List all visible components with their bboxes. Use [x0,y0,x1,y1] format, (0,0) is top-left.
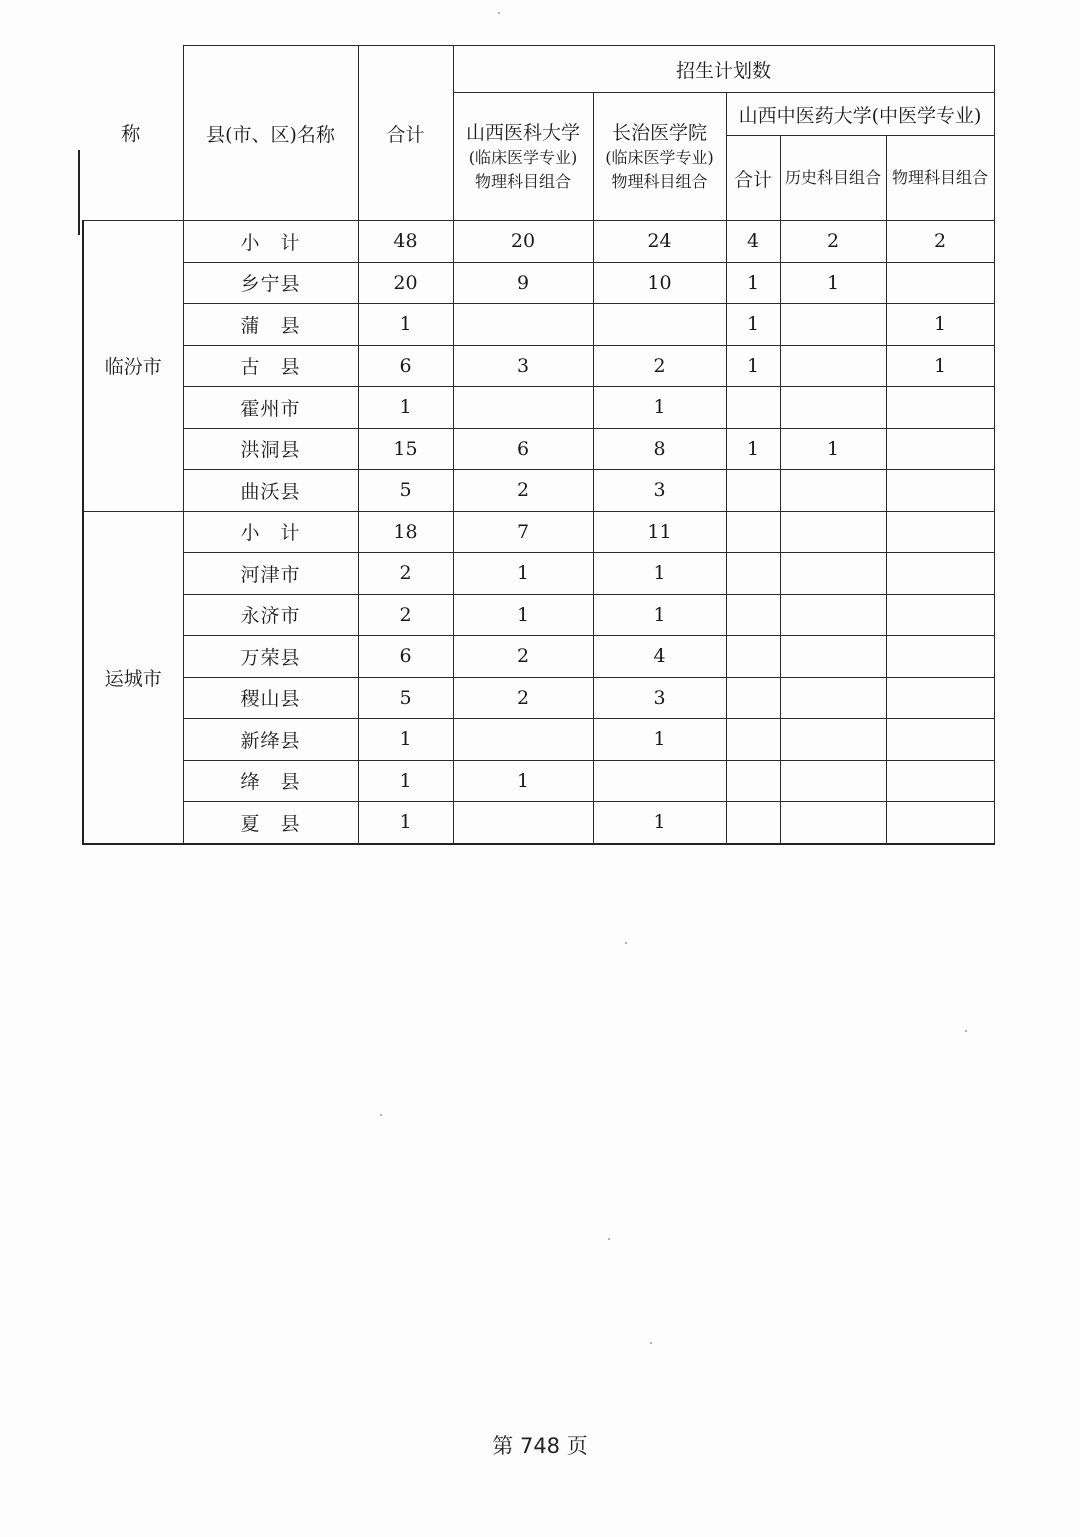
cell-tcm-total [726,802,780,844]
cell-tcm-physics: 2 [886,221,994,263]
university-major: (临床医学专业) [605,147,714,167]
cell-sxmu [453,802,593,844]
cell-czmc: 24 [593,221,726,263]
table-row [83,719,994,761]
table-row [83,221,994,263]
cell-tcm-history [780,636,886,678]
cell-tcm-history [780,719,886,761]
county-name: 洪洞县 [183,428,358,470]
table-row [83,553,994,595]
cell-tcm-total: 1 [726,262,780,304]
table-row [83,262,994,304]
table-row [83,511,994,553]
cell-tcm-physics [886,262,994,304]
table-row [83,636,994,678]
cell-czmc: 1 [593,594,726,636]
cell-tcm-history [780,802,886,844]
cell-czmc: 11 [593,511,726,553]
university-name: 长治医学院 [611,121,707,144]
scan-speck [380,1114,382,1116]
table-body [83,221,994,844]
cell-tcm-physics [886,636,994,678]
table-row [83,594,994,636]
cell-total: 6 [358,345,453,387]
cell-tcm-history [780,760,886,802]
header-sxmu [453,93,593,221]
cell-tcm-physics [886,760,994,802]
scan-speck [965,1030,967,1032]
cell-total: 1 [358,387,453,429]
city-name: 运城市 [83,511,183,844]
cell-sxmu: 6 [453,428,593,470]
cell-tcm-history: 1 [780,262,886,304]
cell-tcm-physics [886,719,994,761]
cell-sxmu: 20 [453,221,593,263]
cell-sxmu: 7 [453,511,593,553]
header-tcm-history: 历史科目组合 [780,136,886,221]
cell-sxmu [453,304,593,346]
county-name: 河津市 [183,553,358,595]
county-name: 永济市 [183,594,358,636]
cell-tcm-total [726,511,780,553]
cell-tcm-total [726,760,780,802]
cell-tcm-physics [886,511,994,553]
county-name: 曲沃县 [183,470,358,512]
cell-tcm-history [780,553,886,595]
county-name: 霍州市 [183,387,358,429]
cell-tcm-physics [886,802,994,844]
cell-total: 15 [358,428,453,470]
cell-total: 6 [358,636,453,678]
header-county-name: 县(市、区)名称 [183,46,358,221]
cell-czmc: 1 [593,553,726,595]
cell-czmc [593,304,726,346]
header-tcm-physics: 物理科目组合 [886,136,994,221]
cell-czmc: 3 [593,470,726,512]
cell-tcm-total: 1 [726,345,780,387]
cell-czmc: 2 [593,345,726,387]
cell-tcm-total [726,677,780,719]
county-name: 蒲 县 [183,304,358,346]
county-name: 乡宁县 [183,262,358,304]
county-name: 万荣县 [183,636,358,678]
cell-sxmu: 1 [453,594,593,636]
table-row [83,677,994,719]
scan-speck [650,1342,652,1344]
scan-speck [608,1238,610,1240]
cell-total: 1 [358,304,453,346]
university-major: (临床医学专业) [468,147,578,167]
university-combo: 物理科目组合 [611,171,708,191]
cell-sxmu: 3 [453,345,593,387]
cell-total: 48 [358,221,453,263]
city-name: 临汾市 [83,221,183,512]
scan-speck [625,942,627,944]
county-name: 稷山县 [183,677,358,719]
cell-tcm-physics [886,553,994,595]
cell-tcm-total [726,719,780,761]
cell-sxmu [453,719,593,761]
cell-sxmu [453,387,593,429]
table-row [83,428,994,470]
cell-sxmu: 2 [453,470,593,512]
enrollment-plan-table [82,45,995,845]
cell-tcm-total [726,594,780,636]
cell-tcm-physics [886,594,994,636]
header-total: 合计 [358,46,453,221]
cell-total: 1 [358,802,453,844]
table-row [83,304,994,346]
university-combo: 物理科目组合 [474,171,571,191]
cell-total: 1 [358,719,453,761]
cell-tcm-physics: 1 [886,304,994,346]
cell-tcm-history: 2 [780,221,886,263]
cell-tcm-history [780,677,886,719]
cell-tcm-total: 4 [726,221,780,263]
cell-tcm-physics: 1 [886,345,994,387]
county-name: 新绛县 [183,719,358,761]
county-name: 小 计 [183,511,358,553]
cell-czmc: 3 [593,677,726,719]
header-city-name: 称 [83,46,183,221]
cell-tcm-total: 1 [726,428,780,470]
cell-tcm-physics [886,677,994,719]
table-row [83,387,994,429]
cell-tcm-history: 1 [780,428,886,470]
header-plan-group: 招生计划数 [453,46,994,93]
header-czmc [593,93,726,221]
cell-tcm-history [780,387,886,429]
cell-tcm-history [780,345,886,387]
cell-sxmu: 1 [453,760,593,802]
cell-czmc: 1 [593,802,726,844]
cell-tcm-physics [886,470,994,512]
cell-total: 20 [358,262,453,304]
county-name: 小 计 [183,221,358,263]
cell-tcm-total [726,470,780,512]
page-number: 第 748 页 [492,1434,588,1458]
cell-tcm-history [780,470,886,512]
county-name: 绛 县 [183,760,358,802]
table-row [83,345,994,387]
cell-total: 5 [358,470,453,512]
cell-sxmu: 1 [453,553,593,595]
cell-czmc: 1 [593,387,726,429]
university-name: 山西医科大学 [465,121,580,144]
cell-czmc [593,760,726,802]
scan-speck [498,12,500,14]
cell-tcm-total: 1 [726,304,780,346]
table-left-rule [78,150,80,235]
cell-sxmu: 2 [453,677,593,719]
cell-total: 18 [358,511,453,553]
county-name: 古 县 [183,345,358,387]
table-row [83,802,994,844]
cell-tcm-physics [886,387,994,429]
cell-tcm-history [780,304,886,346]
cell-czmc: 4 [593,636,726,678]
cell-czmc: 8 [593,428,726,470]
cell-czmc: 10 [593,262,726,304]
cell-total: 2 [358,553,453,595]
cell-tcm-total [726,387,780,429]
header-tcm: 山西中医药大学(中医学专业) [726,93,994,136]
cell-tcm-total [726,636,780,678]
cell-total: 5 [358,677,453,719]
table-row [83,470,994,512]
cell-tcm-history [780,511,886,553]
cell-total: 2 [358,594,453,636]
cell-tcm-physics [886,428,994,470]
county-name: 夏 县 [183,802,358,844]
table-row [83,760,994,802]
cell-sxmu: 9 [453,262,593,304]
cell-czmc: 1 [593,719,726,761]
cell-total: 1 [358,760,453,802]
cell-sxmu: 2 [453,636,593,678]
cell-tcm-total [726,553,780,595]
cell-tcm-history [780,594,886,636]
header-tcm-total: 合计 [726,136,780,221]
